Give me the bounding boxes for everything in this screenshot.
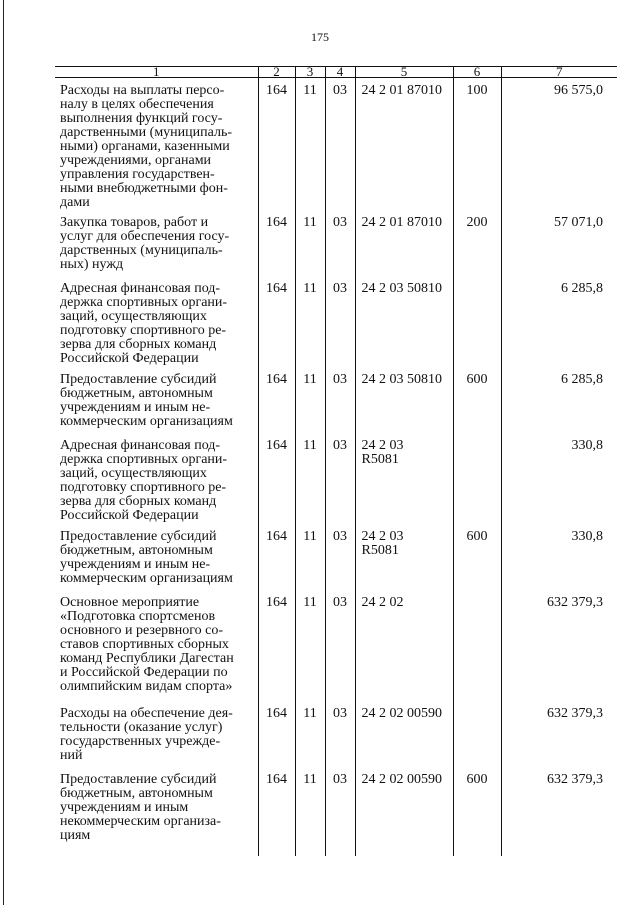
row-name-text: Адресная финансовая под- держка спортивных органи- заций, осуществляющих подготовку спортивного ре- зерва для сборных команд Российской Федерации xyxy=(60,438,228,523)
amount-cell xyxy=(501,276,617,367)
table-row xyxy=(55,367,617,433)
column-header: 7 xyxy=(501,67,617,78)
table-row xyxy=(55,767,617,856)
section-code-cell xyxy=(295,701,325,767)
section-code-text: 11 xyxy=(303,772,317,787)
subsection-code-text: 03 xyxy=(333,372,347,387)
expense-type-cell xyxy=(453,276,501,367)
target-article-cell xyxy=(355,701,453,767)
target-article-text: 24 2 02 xyxy=(361,595,404,610)
expense-type-text: 100 xyxy=(466,83,488,98)
target-article-text: 24 2 03 R5081 xyxy=(361,529,404,558)
expense-type-text: 600 xyxy=(466,772,488,787)
subsection-code-cell xyxy=(325,767,355,856)
section-code-text: 11 xyxy=(303,372,317,387)
expense-type-cell xyxy=(453,433,501,524)
amount-cell xyxy=(501,701,617,767)
row-name-cell xyxy=(55,524,258,590)
row-name-cell xyxy=(55,701,258,767)
section-code-cell xyxy=(295,524,325,590)
subsection-code-text: 03 xyxy=(333,83,347,98)
target-article-text: 24 2 01 87010 xyxy=(361,215,442,230)
section-code-cell xyxy=(295,367,325,433)
row-name-cell xyxy=(55,210,258,276)
expense-type-cell xyxy=(453,78,501,211)
amount-text: 632 379,3 xyxy=(547,706,603,721)
section-code-text: 11 xyxy=(303,281,317,296)
subsection-code-text: 03 xyxy=(333,706,347,721)
target-article-cell xyxy=(355,590,453,701)
section-code-cell xyxy=(295,590,325,701)
target-article-text: 24 2 02 00590 xyxy=(361,772,442,787)
amount-cell xyxy=(501,524,617,590)
target-article-text: 24 2 03 50810 xyxy=(361,281,442,296)
row-name-cell xyxy=(55,78,258,211)
row-name-cell xyxy=(55,367,258,433)
row-name-cell xyxy=(55,433,258,524)
ministry-code-cell xyxy=(258,210,295,276)
page-number: 175 xyxy=(311,30,329,44)
expense-type-cell xyxy=(453,590,501,701)
section-code-cell xyxy=(295,78,325,211)
amount-text: 330,8 xyxy=(571,438,603,453)
scan-edge-line xyxy=(3,0,4,905)
amount-cell xyxy=(501,210,617,276)
expense-type-cell xyxy=(453,367,501,433)
ministry-code-text: 164 xyxy=(266,372,287,387)
ministry-code-text: 164 xyxy=(266,595,287,610)
ministry-code-cell xyxy=(258,701,295,767)
target-article-cell xyxy=(355,276,453,367)
section-code-text: 11 xyxy=(303,529,317,544)
row-name-cell xyxy=(55,767,258,856)
subsection-code-cell xyxy=(325,433,355,524)
table-header-row xyxy=(55,67,617,78)
target-article-text: 24 2 02 00590 xyxy=(361,706,442,721)
row-name-text: Закупка товаров, работ и услуг для обеспечения госу- дарственных (муниципаль- ных) нужд xyxy=(60,215,230,272)
subsection-code-text: 03 xyxy=(333,281,347,296)
target-article-cell xyxy=(355,210,453,276)
amount-text: 330,8 xyxy=(571,529,603,544)
expense-type-cell xyxy=(453,701,501,767)
row-name-text: Предоставление субсидий бюджетным, автономным учреждениям и иным не- коммерческим организациям xyxy=(60,372,233,429)
ministry-code-text: 164 xyxy=(266,529,287,544)
row-name-text: Расходы на обеспечение дея- тельности (оказание услуг) государственных учрежде- ний xyxy=(60,706,233,763)
column-header: 3 xyxy=(295,67,325,78)
target-article-text: 24 2 03 50810 xyxy=(361,372,442,387)
row-name-text: Адресная финансовая под- держка спортивных органи- заций, осуществляющих подготовку спортивного ре- зерва для сборных команд Российской Федерации xyxy=(60,281,228,366)
subsection-code-cell xyxy=(325,78,355,211)
expense-type-cell xyxy=(453,524,501,590)
table-body xyxy=(55,78,617,857)
target-article-cell xyxy=(355,367,453,433)
column-header: 5 xyxy=(355,67,453,78)
amount-cell xyxy=(501,433,617,524)
section-code-text: 11 xyxy=(303,706,317,721)
ministry-code-cell xyxy=(258,524,295,590)
section-code-cell xyxy=(295,210,325,276)
subsection-code-cell xyxy=(325,276,355,367)
table-row xyxy=(55,590,617,701)
table-row xyxy=(55,701,617,767)
table-row xyxy=(55,276,617,367)
column-header: 6 xyxy=(453,67,501,78)
section-code-cell xyxy=(295,767,325,856)
subsection-code-text: 03 xyxy=(333,595,347,610)
section-code-text: 11 xyxy=(303,83,317,98)
column-header: 1 xyxy=(55,67,258,78)
subsection-code-cell xyxy=(325,210,355,276)
table-row xyxy=(55,78,617,211)
row-name-text: Предоставление субсидий бюджетным, автономным учреждениям и иным некоммерческим организа- циям xyxy=(60,772,221,843)
subsection-code-cell xyxy=(325,590,355,701)
target-article-cell xyxy=(355,433,453,524)
subsection-code-cell xyxy=(325,701,355,767)
ministry-code-cell xyxy=(258,767,295,856)
table-row xyxy=(55,524,617,590)
amount-cell xyxy=(501,367,617,433)
expense-type-cell xyxy=(453,210,501,276)
expense-type-text: 600 xyxy=(466,372,488,387)
ministry-code-cell xyxy=(258,590,295,701)
expense-type-text: 200 xyxy=(466,215,488,230)
table-row xyxy=(55,433,617,524)
section-code-text: 11 xyxy=(303,438,317,453)
expense-type-text: 600 xyxy=(466,529,488,544)
amount-cell xyxy=(501,78,617,211)
ministry-code-cell xyxy=(258,433,295,524)
amount-text: 6 285,8 xyxy=(561,372,603,387)
amount-cell xyxy=(501,767,617,856)
column-header: 2 xyxy=(258,67,295,78)
expense-type-cell xyxy=(453,767,501,856)
table-row xyxy=(55,210,617,276)
amount-text: 96 575,0 xyxy=(554,83,603,98)
row-name-text: Основное мероприятие «Подготовка спортсменов основного и резервного со- ставов спортивных сборных команд Республики Дагестан и Российской Федерации по олимпийским видам спорта» xyxy=(60,595,234,694)
row-name-cell xyxy=(55,276,258,367)
section-code-cell xyxy=(295,276,325,367)
amount-text: 632 379,3 xyxy=(547,595,603,610)
amount-text: 632 379,3 xyxy=(547,772,603,787)
target-article-cell xyxy=(355,524,453,590)
subsection-code-text: 03 xyxy=(333,772,347,787)
subsection-code-text: 03 xyxy=(333,529,347,544)
ministry-code-cell xyxy=(258,78,295,211)
ministry-code-text: 164 xyxy=(266,772,287,787)
section-code-text: 11 xyxy=(303,595,317,610)
amount-text: 6 285,8 xyxy=(561,281,603,296)
amount-cell xyxy=(501,590,617,701)
section-code-text: 11 xyxy=(303,215,317,230)
target-article-cell xyxy=(355,78,453,211)
row-name-cell xyxy=(55,590,258,701)
ministry-code-cell xyxy=(258,367,295,433)
target-article-text: 24 2 03 R5081 xyxy=(361,438,404,467)
subsection-code-text: 03 xyxy=(333,215,347,230)
budget-table xyxy=(55,66,617,856)
ministry-code-text: 164 xyxy=(266,706,287,721)
subsection-code-cell xyxy=(325,367,355,433)
section-code-cell xyxy=(295,433,325,524)
ministry-code-text: 164 xyxy=(266,215,287,230)
target-article-cell xyxy=(355,767,453,856)
ministry-code-cell xyxy=(258,276,295,367)
column-header: 4 xyxy=(325,67,355,78)
subsection-code-text: 03 xyxy=(333,438,347,453)
ministry-code-text: 164 xyxy=(266,438,287,453)
amount-text: 57 071,0 xyxy=(554,215,603,230)
ministry-code-text: 164 xyxy=(266,83,287,98)
subsection-code-cell xyxy=(325,524,355,590)
row-name-text: Предоставление субсидий бюджетным, автономным учреждениям и иным не- коммерческим организациям xyxy=(60,529,233,586)
row-name-text: Расходы на выплаты персо- налу в целях обеспечения выполнения функций госу- дарственными (муниципаль- ными) органами, казенными учреждениями, органами управления государствен- ными внебюджетными фон- дами xyxy=(60,83,233,210)
ministry-code-text: 164 xyxy=(266,281,287,296)
target-article-text: 24 2 01 87010 xyxy=(361,83,442,98)
